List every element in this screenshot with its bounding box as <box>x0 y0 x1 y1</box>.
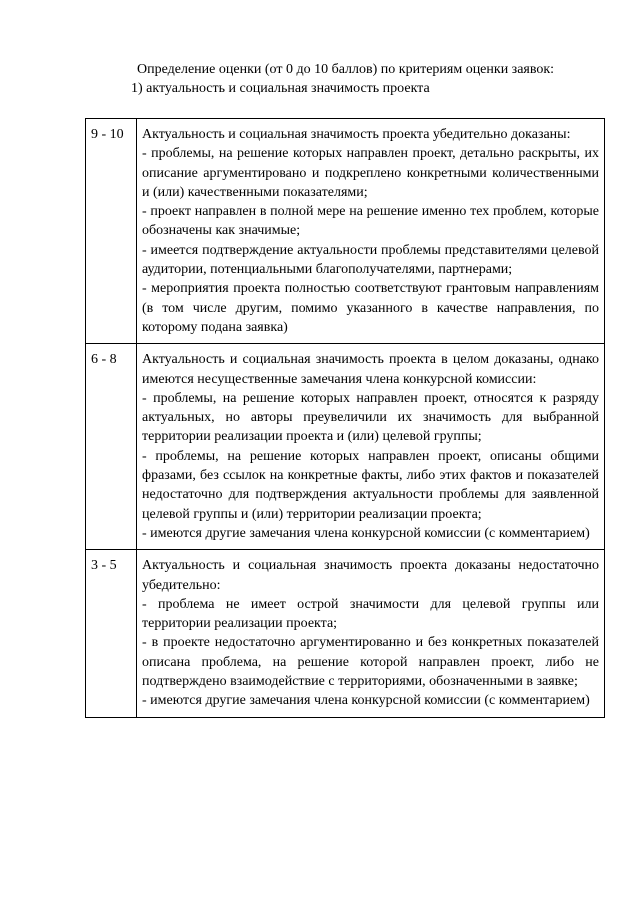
score-cell: 3 - 5 <box>86 550 137 717</box>
header-criterion: 1) актуальность и социальная значимость проекта <box>131 81 430 96</box>
criterion-paragraph: - проблемы, на решение которых направлен проект, относятся к разряду актуальных, но авторы преувеличили их значимость для выбранной территории реализации проекта и (или) целевой группы; <box>142 390 599 445</box>
criterion-paragraph: - мероприятия проекта полностью соответствуют грантовым направлениям (в том числе другим, помимо указанного в качестве направления, по которому подана заявка) <box>142 281 599 335</box>
description-cell <box>137 550 605 717</box>
criterion-paragraph: - имеется подтверждение актуальности проблемы представителями целевой аудитории, потенциальными благополучателями, партнерами; <box>142 242 599 278</box>
criterion-paragraph: Актуальность и социальная значимость проекта доказаны недостаточно убедительно: <box>142 558 599 593</box>
description-cell <box>137 119 605 344</box>
criterion-paragraph: - имеются другие замечания члена конкурсной комиссии (с комментарием) <box>142 525 590 541</box>
description-cell <box>137 344 605 550</box>
criterion-paragraph: - проект направлен в полной мере на решение именно тех проблем, которые обозначены как значимые; <box>142 204 599 239</box>
header-title: Определение оценки (от 0 до 10 баллов) по критериям оценки заявок: <box>137 62 555 77</box>
table-row <box>86 344 605 550</box>
criterion-paragraph: Актуальность и социальная значимость проекта убедительно доказаны: <box>142 127 571 142</box>
criterion-paragraph: - имеются другие замечания члена конкурсной комиссии (с комментарием) <box>142 693 590 709</box>
criterion-paragraph: - проблемы, на решение которых направлен проект, детально раскрыты, их описание аргументировано и подкреплено конкретными количественными и (или) качественными показателями; <box>142 146 599 200</box>
table-row <box>86 119 605 344</box>
table-row <box>86 550 605 717</box>
score-cell: 9 - 10 <box>86 119 137 344</box>
criteria-table <box>85 118 605 718</box>
criterion-paragraph: - в проекте недостаточно аргументированно и без конкретных показателей описана проблема, на решение которой направлен проект, либо не подтверждено взаимодействие с территориями, обозначенными в заявке; <box>142 635 599 690</box>
score-cell: 6 - 8 <box>86 344 137 550</box>
criterion-paragraph: - проблема не имеет острой значимости для целевой группы или территории реализации проекта; <box>142 596 599 632</box>
criterion-paragraph: Актуальность и социальная значимость проекта в целом доказаны, однако имеются несущественные замечания члена конкурсной комиссии: <box>142 352 599 387</box>
criterion-paragraph: - проблемы, на решение которых направлен проект, описаны общими фразами, без ссылок на конкретные факты, либо этих фактов и показателей недостаточно для подтверждения актуальности проблемы для заявленной целевой группы и (или) территории реализации проекта; <box>142 448 599 522</box>
